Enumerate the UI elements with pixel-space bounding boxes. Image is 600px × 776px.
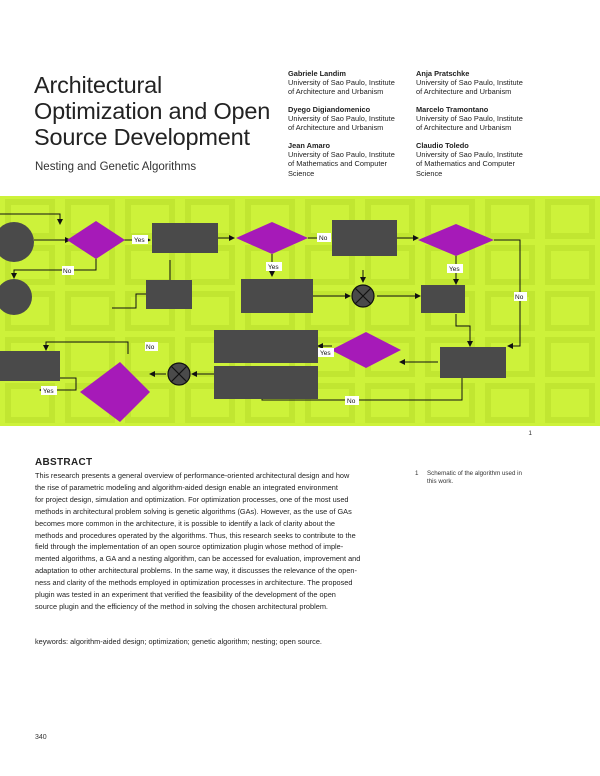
process-box (152, 223, 218, 253)
author-affiliation: University of Sao Paulo, Institute (288, 78, 395, 88)
author-affiliation: University of Sao Paulo, Institute (416, 150, 523, 160)
abstract-line: methods in architectural problem solving is genetic algorithms (GAs). However, as the use of GAs (35, 506, 352, 516)
algorithm-flowchart-figure (0, 196, 600, 426)
caption-number: 1 (415, 470, 419, 477)
author-affiliation: of Architecture and Urbanism (288, 123, 384, 133)
author-name: Jean Amaro (288, 141, 331, 150)
branch-label-yes: Yes (43, 388, 54, 395)
abstract-line: field through the implementation of an open source optimization plugin whose method of imple- (35, 542, 344, 552)
author-name: Anja Pratschke (416, 69, 470, 78)
process-box (241, 279, 313, 313)
paper-title (34, 72, 284, 150)
page-number: 340 (35, 734, 47, 741)
branch-label-no: No (63, 268, 72, 275)
branch-label-no: No (319, 235, 328, 242)
branch-label-yes: Yes (320, 350, 331, 357)
author-affiliation: of Mathematics and Computer (416, 159, 515, 169)
author-affiliation: Science (288, 168, 315, 178)
author-block (416, 141, 534, 178)
abstract-line: ness and clarity of the methods employed in optimization processes in architecture. The proposed (35, 578, 353, 588)
process-box (440, 347, 506, 378)
keywords: keywords: algorithm-aided design; optimization; genetic algorithm; nesting; open source. (35, 637, 322, 646)
abstract-line: This research presents a general overview of performance-oriented architectural design and how (35, 471, 350, 480)
process-box (0, 351, 60, 381)
caption-line: Schematic of the algorithm used in (427, 470, 522, 477)
abstract-line: for project design, simulation and optimization. For optimization processes, one of the most used (35, 494, 349, 504)
author-affiliation: Science (416, 168, 443, 178)
abstract-body (35, 470, 405, 613)
author-block (416, 105, 534, 133)
author-block (288, 105, 406, 133)
title-line-1: Architectural (34, 72, 163, 98)
author-affiliation: University of Sao Paulo, Institute (416, 114, 523, 124)
abstract-line: adaptation to other architectural problems. In the same way, it discusses the relevance of the open- (35, 566, 357, 576)
abstract-line: plugin was tested in an experiment that verified the feasibility of the development of the open (35, 590, 336, 600)
caption-line: this work. (427, 478, 454, 486)
branch-label-yes: Yes (134, 237, 145, 244)
author-name: Claudio Toledo (416, 141, 469, 150)
author-affiliation: of Architecture and Urbanism (416, 123, 512, 133)
branch-label-no: No (347, 398, 356, 405)
author-block (288, 141, 406, 178)
process-box (214, 366, 318, 399)
branch-label-yes: Yes (268, 264, 279, 271)
author-block (288, 69, 406, 97)
author-name: Gabriele Landim (288, 69, 346, 78)
title-line-3: Source Development (34, 124, 250, 150)
process-box (214, 330, 318, 363)
branch-label-yes: Yes (449, 266, 460, 273)
author-affiliation: of Mathematics and Computer (288, 159, 387, 169)
abstract-heading: ABSTRACT (35, 457, 93, 468)
figure-caption (415, 470, 535, 487)
author-block (416, 69, 534, 97)
author-affiliation: of Architecture and Urbanism (416, 87, 512, 97)
abstract-line: methods and procedures operated by the algorithms. Thus, this research seeks to contribute to the (35, 530, 356, 540)
title-line-2: Optimization and Open (34, 98, 271, 124)
author-affiliation: University of Sao Paulo, Institute (288, 114, 395, 124)
process-box (332, 220, 397, 256)
abstract-line: the rise of parametric modeling and algorithm-aided design enable an integrated environment (35, 482, 338, 492)
branch-label-no: No (515, 294, 524, 301)
author-affiliation: University of Sao Paulo, Institute (416, 78, 523, 88)
author-affiliation: University of Sao Paulo, Institute (288, 150, 395, 160)
process-box (146, 280, 192, 309)
author-name: Dyego Digiandomenico (288, 105, 371, 114)
process-box (421, 285, 465, 313)
author-affiliation: of Architecture and Urbanism (288, 87, 384, 97)
figure-number: 1 (528, 430, 532, 437)
paper-subtitle: Nesting and Genetic Algorithms (35, 161, 197, 173)
branch-label-no: No (146, 344, 155, 351)
author-name: Marcelo Tramontano (416, 105, 489, 114)
abstract-line: becomes more common in the architecture, it is possible to identify a lack of clarity about the (35, 518, 336, 528)
abstract-line: mented algorithms, a GA and a nesting algorithm, can be accessed for evaluation, improvement and (35, 554, 361, 564)
abstract-line: source plugin and the efficiency of the method in solving the chosen architectural problem. (35, 601, 328, 611)
